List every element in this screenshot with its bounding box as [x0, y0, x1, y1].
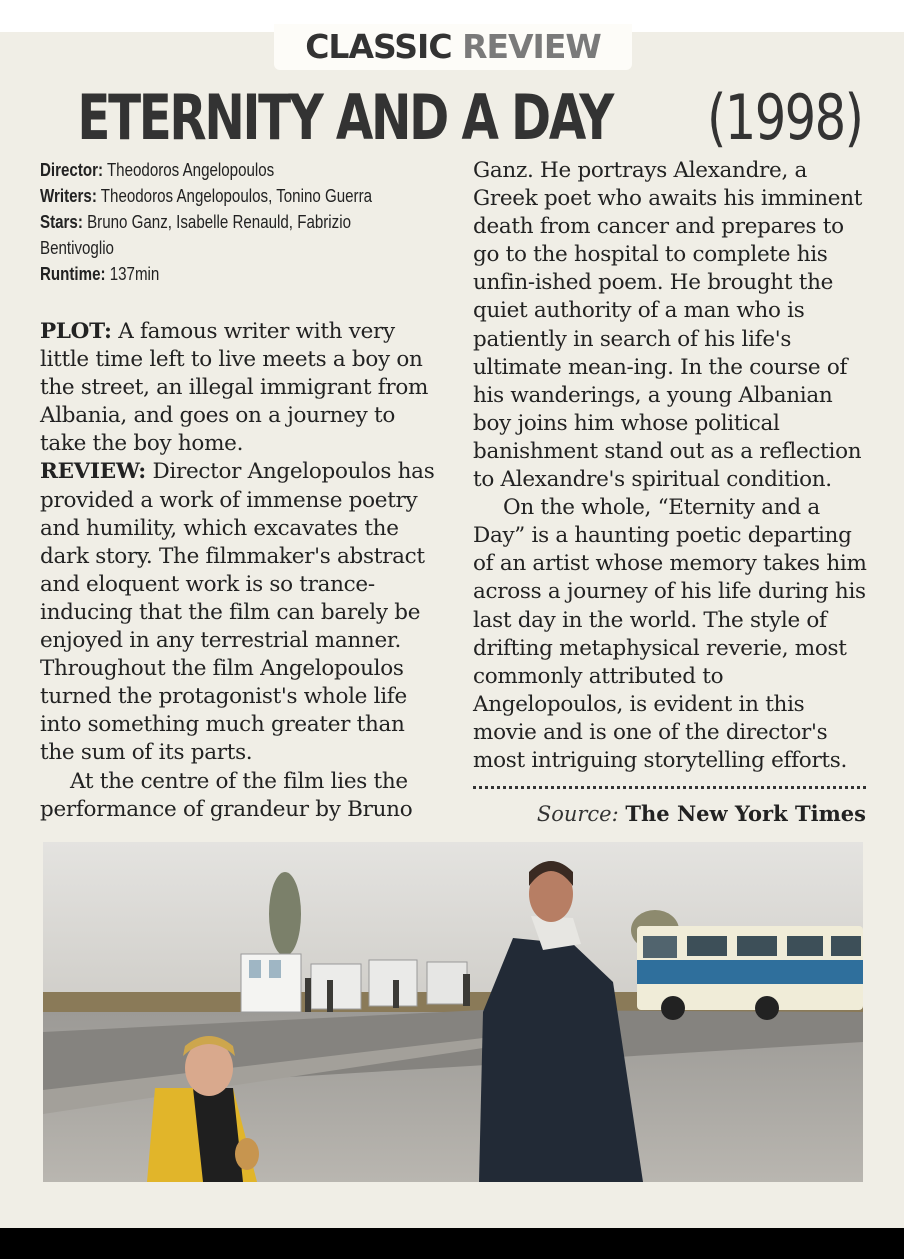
bus [637, 926, 863, 1020]
bottom-bar [0, 1228, 904, 1259]
credit-runtime [40, 261, 376, 287]
stars-label: Stars: [40, 212, 83, 232]
headline [0, 76, 904, 160]
runtime-label: Runtime: [40, 264, 106, 284]
section-label-review: REVIEW [462, 27, 601, 66]
director-value: Theodoros Angelopoulos [106, 160, 275, 180]
film-year: (1998) [707, 81, 863, 154]
runtime-value: 137min [109, 264, 160, 284]
article-column-right [473, 157, 873, 775]
section-tab [274, 24, 632, 70]
writers-label: Writers: [40, 186, 97, 206]
centre-paragraph-end: Ganz. He portrays Alexandre, a Greek poet who awaits his imminent death from cancer and prepares to go to the hospital to complete his unfin-ished poem. He brought the quiet authority of a man who is patiently in search of his life's ultimate mean-ing. In the course of his wanderings, a young Albanian boy joins him whose political banishment stand out as a reflection to Alexandre's spiritual condition. [473, 158, 863, 493]
plot-paragraph [40, 318, 440, 458]
credit-stars [40, 209, 376, 235]
film-still-illustration [43, 842, 863, 1182]
credit-stars-cont: Bentivoglio [40, 238, 114, 258]
review-label: REVIEW: [40, 459, 146, 485]
director-label: Director: [40, 160, 104, 180]
film-still-photo [43, 842, 863, 1182]
stars-value: Bruno Ganz, Isabelle Renauld, Fabrizio [87, 212, 351, 232]
source-name: The New York Times [625, 801, 866, 826]
credit-director [40, 157, 376, 183]
source-label: Source: [536, 802, 619, 826]
writers-value: Theodoros Angelopoulos, Tonino Guerra [100, 186, 373, 206]
review-paragraph [40, 458, 440, 767]
cypress-tree [269, 872, 301, 956]
review-text: Director Angelopoulos has provided a work of immense poetry and humility, which excavates the dark story. The filmmaker's abstract and eloquent work is so trance-inducing that the film can barely be enjoyed in any terrestrial manner. Throughout the film Angelopoulos turned the protagonist's whole life into something much greater than the sum of its parts. [40, 459, 435, 766]
centre-paragraph-start: At the centre of the film lies the performance of grandeur by Bruno [40, 768, 413, 822]
credit-writers [40, 183, 376, 209]
dotted-rule [473, 786, 866, 789]
plot-text: A famous writer with very little time left to live meets a boy on the street, an illegal immigrant from Albania, and goes on a journey to take the boy home. [40, 319, 429, 457]
article-column-left [40, 318, 440, 824]
film-title: ETERNITY AND A DAY [77, 81, 613, 154]
credits-block [40, 157, 440, 287]
source-credit [473, 800, 866, 828]
plot-label: PLOT: [40, 319, 112, 344]
conclusion-paragraph: On the whole, “Eternity and a Day” is a haunting poetic departing of an artist whose memory takes him across a journey of his life during his last day in the world. The style of drifting metaphysical reverie, most commonly attributed to Angelopoulos, is evident in this movie and is one of the director's most intriguing storytelling efforts. [473, 495, 867, 773]
section-label-classic: CLASSIC [305, 27, 452, 66]
